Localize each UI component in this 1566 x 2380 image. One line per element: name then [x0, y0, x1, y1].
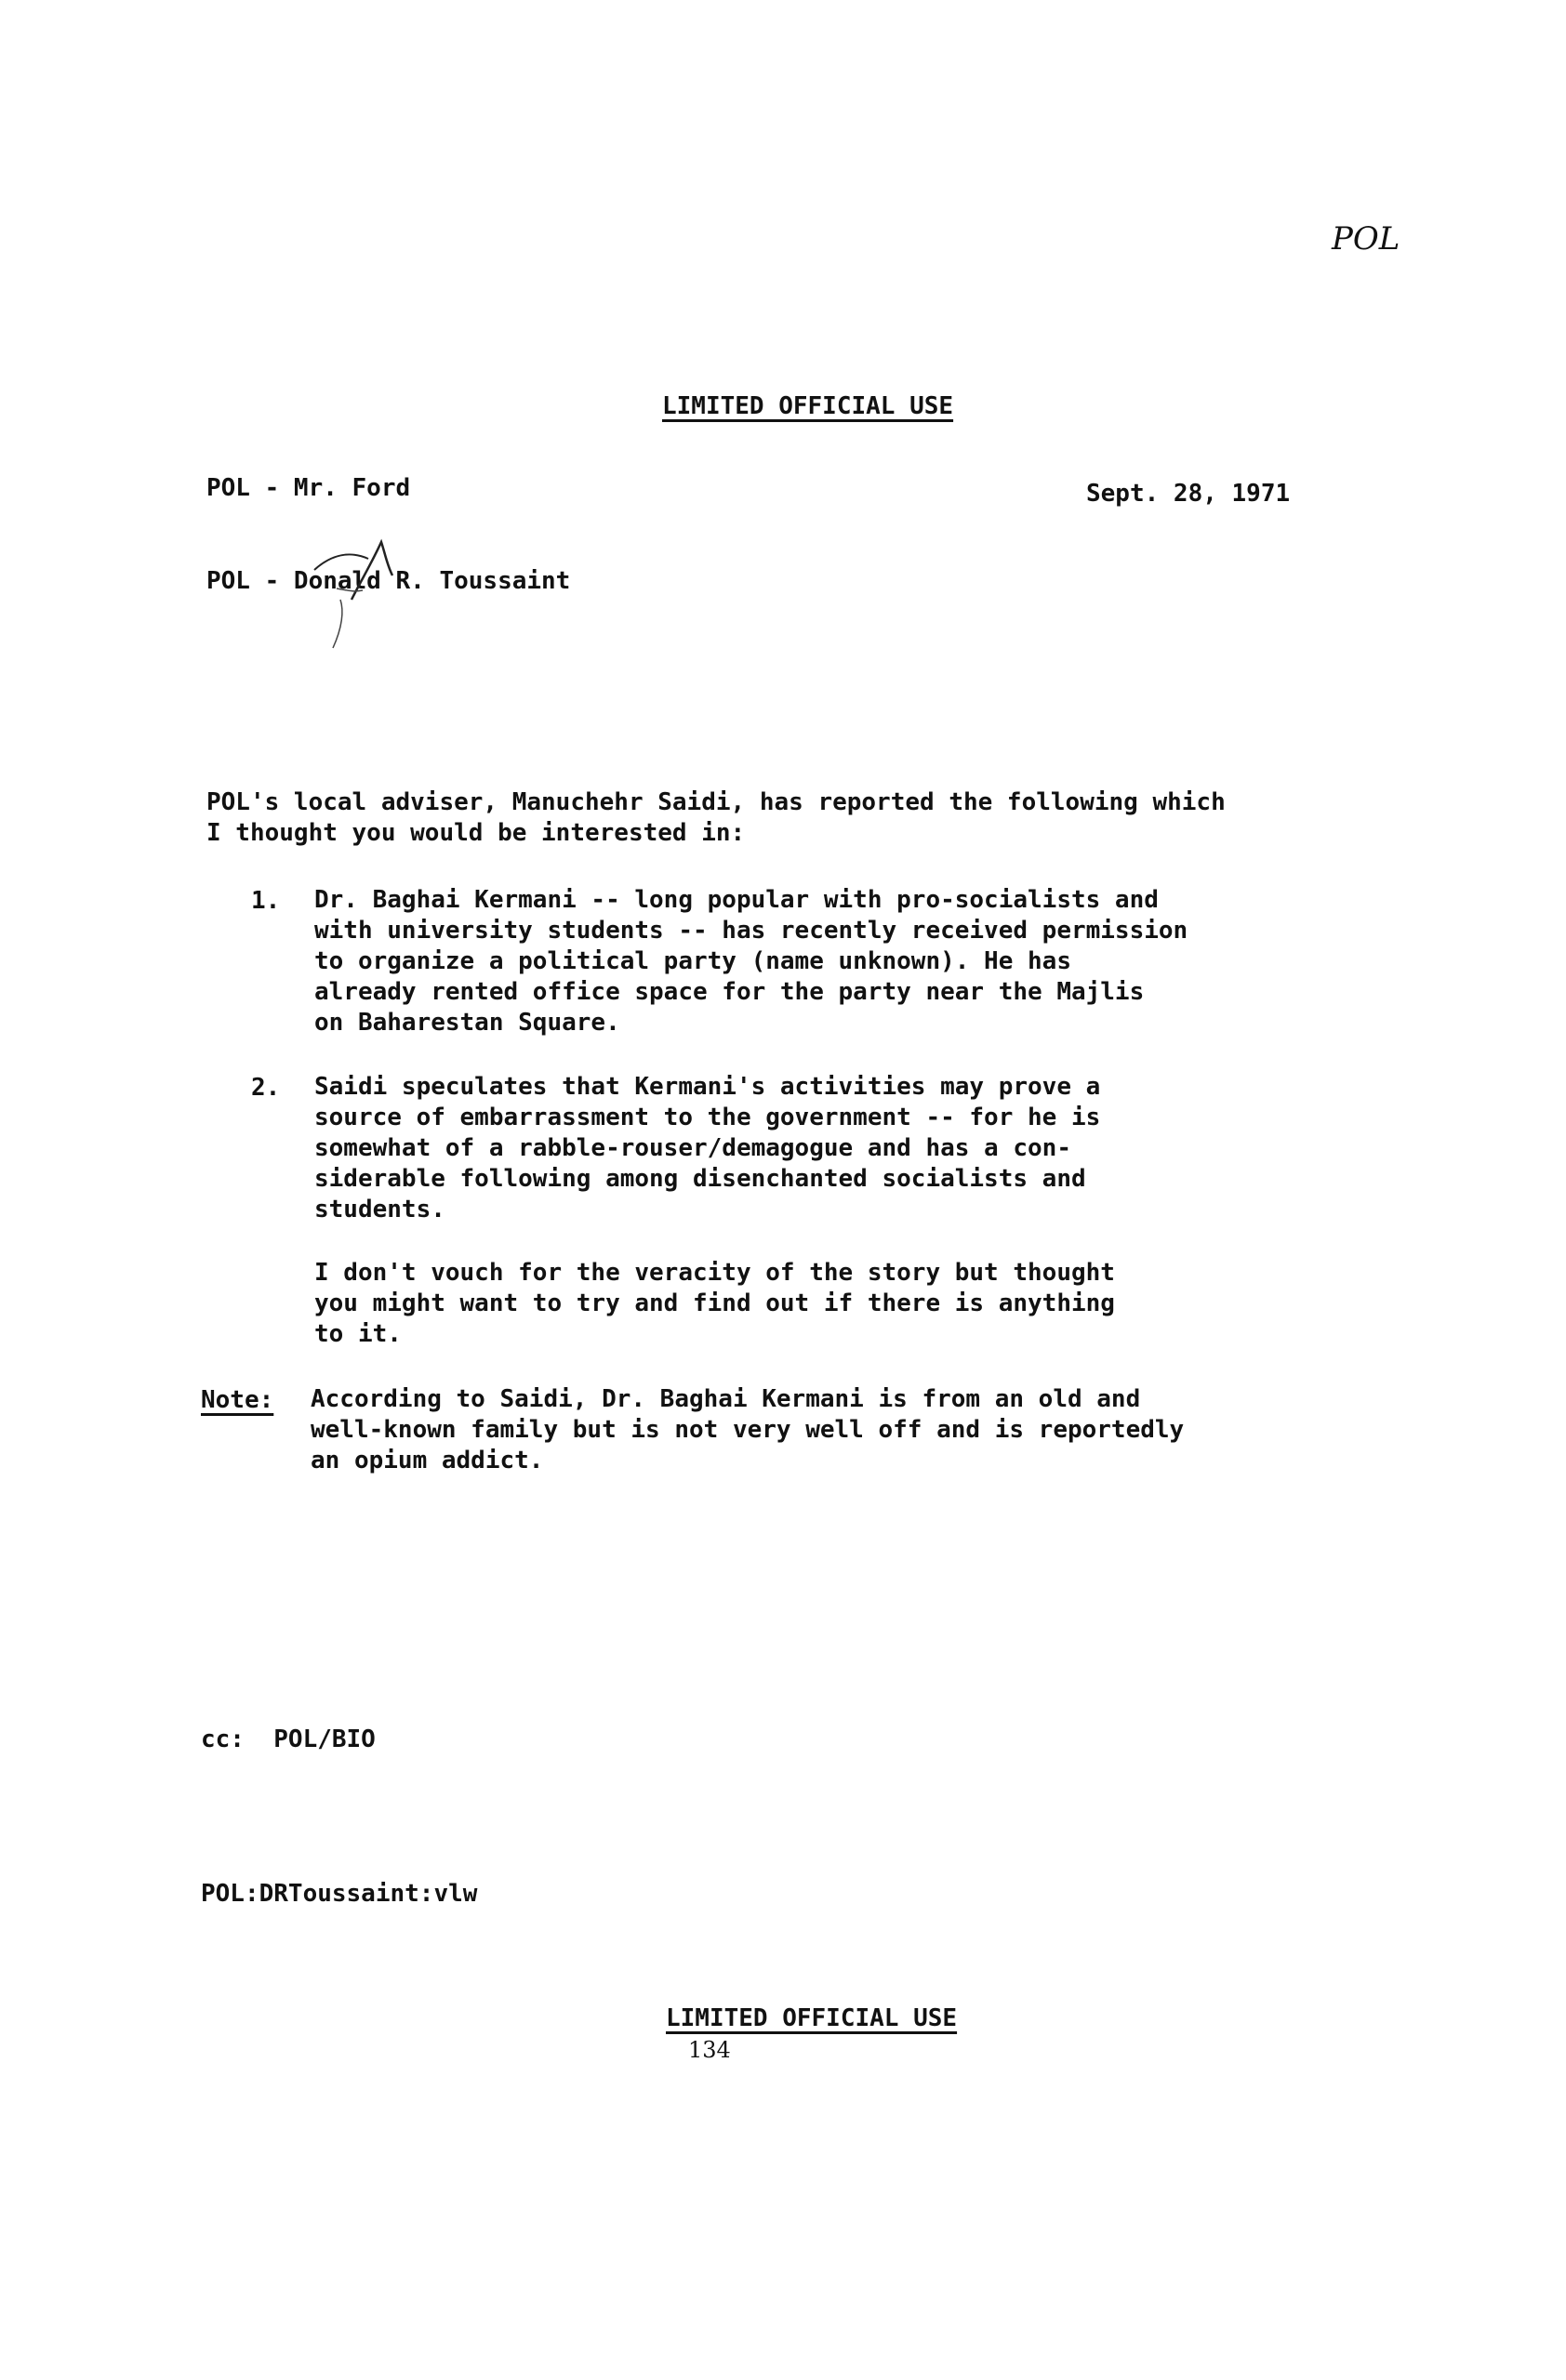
classification-footer: LIMITED OFFICIAL USE: [666, 2004, 958, 2032]
item-line: somewhat of a rabble-rouser/demagogue and has a con-: [314, 1134, 1071, 1162]
intro-line: POL's local adviser, Manuchehr Saidi, has reported the following which: [206, 788, 1226, 816]
item-line: on Baharestan Square.: [314, 1009, 620, 1037]
classification-header: LIMITED OFFICIAL USE: [662, 392, 954, 420]
item-line: already rented office space for the party near the Majlis: [314, 978, 1145, 1006]
item-line: siderable following among disenchanted socialists and: [314, 1165, 1086, 1193]
closing-line: I don't vouch for the veracity of the story but thought: [314, 1259, 1115, 1287]
intro-line: I thought you would be interested in:: [206, 819, 746, 847]
handwritten-annotation: POL: [1332, 220, 1400, 258]
reference-initials: POL:DRToussaint:vlw: [201, 1880, 478, 1908]
item-line: Saidi speculates that Kermani's activities may prove a: [314, 1073, 1101, 1101]
note-line: According to Saidi, Dr. Baghai Kermani is from an old and: [311, 1385, 1141, 1413]
list-item: [314, 1072, 1100, 1225]
closing-line: you might want to try and find out if there is anything: [314, 1289, 1115, 1317]
note-line: an opium addict.: [311, 1447, 544, 1474]
note-paragraph: [311, 1384, 1184, 1476]
memo-to: POL - Mr. Ford: [206, 474, 411, 502]
page-number: 134: [688, 2037, 731, 2063]
item-line: Dr. Baghai Kermani -- long popular with pro-socialists and: [314, 886, 1159, 914]
memo-from: POL - Donald R. Toussaint: [206, 567, 571, 595]
initials-signature: [296, 535, 426, 665]
intro-paragraph: [206, 787, 1226, 849]
item-line: students.: [314, 1196, 445, 1223]
list-item: [314, 885, 1188, 1038]
item-number: 1.: [251, 887, 281, 915]
item-line: to organize a political party (name unknown). He has: [314, 947, 1071, 975]
item-line: source of embarrassment to the government -- for he is: [314, 1104, 1101, 1131]
note-line: well-known family but is not very well off and is reportedly: [311, 1416, 1185, 1444]
closing-paragraph: [314, 1258, 1115, 1350]
cc-line: cc: POL/BIO: [201, 1726, 376, 1753]
item-line: with university students -- has recently received permission: [314, 917, 1188, 945]
closing-line: to it.: [314, 1320, 402, 1348]
note-label: Note:: [201, 1386, 274, 1414]
memo-date: Sept. 28, 1971: [1086, 480, 1291, 508]
item-number: 2.: [251, 1074, 281, 1102]
